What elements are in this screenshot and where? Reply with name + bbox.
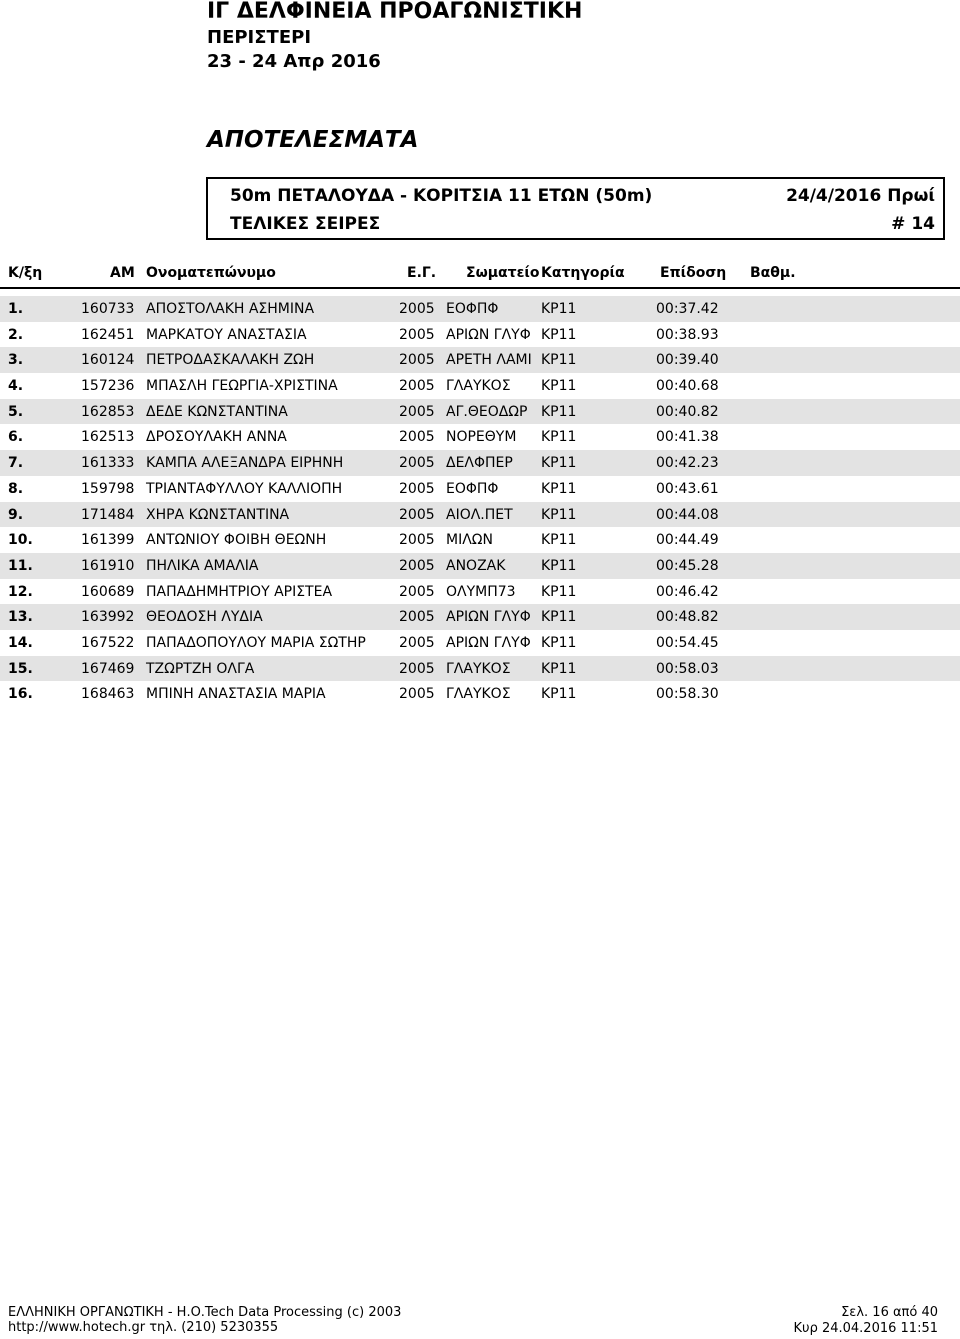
- result-category: ΚΡ11: [541, 506, 577, 523]
- result-place: 13.: [8, 609, 33, 626]
- result-club: ΝΟΡΕΘΥΜ: [446, 429, 517, 446]
- event-box: [206, 177, 945, 240]
- table-row: [0, 681, 960, 707]
- result-category: ΚΡ11: [541, 660, 577, 677]
- result-club: ΑΡΙΩΝ ΓΛΥΦ: [446, 326, 531, 343]
- result-id: 167469: [81, 660, 135, 677]
- result-id: 167522: [81, 634, 135, 651]
- result-time: 00:41.38: [656, 429, 719, 446]
- result-club: ΑΝΟΖΑΚ: [446, 557, 506, 574]
- result-year: 2005: [399, 480, 435, 497]
- result-place: 14.: [8, 634, 33, 651]
- result-place: 5.: [8, 403, 24, 420]
- table-row: [0, 604, 960, 630]
- result-name: ΤΡΙΑΝΤΑΦΥΛΛΟΥ ΚΑΛΛΙΟΠΗ: [146, 480, 343, 497]
- result-name: ΑΝΤΩΝΙΟΥ ΦΟΙΒΗ ΘΕΩΝΗ: [146, 532, 327, 549]
- result-id: 159798: [81, 480, 135, 497]
- result-place: 2.: [8, 326, 24, 343]
- result-time: 00:42.23: [656, 455, 719, 472]
- result-year: 2005: [399, 660, 435, 677]
- result-time: 00:58.30: [656, 686, 719, 703]
- result-year: 2005: [399, 634, 435, 651]
- result-name: ΜΠΑΣΛΗ ΓΕΩΡΓΙΑ-ΧΡΙΣΤΙΝΑ: [146, 378, 338, 395]
- result-time: 00:38.93: [656, 326, 719, 343]
- result-name: ΤΖΩΡΤΖΗ ΟΛΓΑ: [146, 660, 255, 677]
- col-name: Ονοματεπώνυμο: [146, 265, 276, 281]
- result-year: 2005: [399, 609, 435, 626]
- table-row: [0, 630, 960, 656]
- result-category: ΚΡ11: [541, 480, 577, 497]
- result-category: ΚΡ11: [541, 583, 577, 600]
- col-time: Επίδοση: [660, 265, 727, 281]
- result-year: 2005: [399, 455, 435, 472]
- result-time: 00:48.82: [656, 609, 719, 626]
- result-club: ΔΕΛΦΠΕΡ: [446, 455, 513, 472]
- section-title: ΑΠΟΤΕΛΕΣΜΑΤΑ: [207, 127, 419, 153]
- result-time: 00:45.28: [656, 557, 719, 574]
- result-club: ΑΓ.ΘΕΟΔΩΡ: [446, 403, 528, 420]
- result-name: ΚΑΜΠΑ ΑΛΕΞΑΝΔΡΑ ΕΙΡΗΝΗ: [146, 455, 344, 472]
- result-name: ΔΕΔΕ ΚΩΝΣΤΑΝΤΙΝΑ: [146, 403, 288, 420]
- result-year: 2005: [399, 403, 435, 420]
- table-row: [0, 450, 960, 476]
- result-time: 00:54.45: [656, 634, 719, 651]
- table-row: [0, 424, 960, 450]
- result-place: 16.: [8, 686, 33, 703]
- event-date-session: 24/4/2016 Πρωί: [786, 186, 935, 206]
- meet-location: ΠΕΡΙΣΤΕΡΙ: [207, 27, 312, 48]
- result-place: 15.: [8, 660, 33, 677]
- result-time: 00:43.61: [656, 480, 719, 497]
- header-divider: [0, 287, 960, 289]
- event-name: 50m ΠΕΤΑΛΟΥΔΑ - ΚΟΡΙΤΣΙΑ 11 ΕΤΩΝ (50m): [230, 186, 653, 206]
- result-id: 171484: [81, 506, 135, 523]
- result-time: 00:37.42: [656, 301, 719, 317]
- footer-contact: http://www.hotech.gr τηλ. (210) 5230355: [8, 1320, 279, 1335]
- col-year: Ε.Γ.: [407, 265, 437, 281]
- result-name: ΧΗΡΑ ΚΩΝΣΤΑΝΤΙΝΑ: [146, 506, 290, 523]
- col-points: Βαθμ.: [750, 265, 796, 281]
- result-category: ΚΡ11: [541, 609, 577, 626]
- result-name: ΘΕΟΔΟΣΗ ΛΥΔΙΑ: [146, 609, 263, 626]
- result-name: ΑΠΟΣΤΟΛΑΚΗ ΑΣΗΜΙΝΑ: [146, 301, 315, 317]
- result-time: 00:58.03: [656, 660, 719, 677]
- result-category: ΚΡ11: [541, 326, 577, 343]
- result-year: 2005: [399, 557, 435, 574]
- table-row: [0, 296, 960, 322]
- table-row: [0, 373, 960, 399]
- result-name: ΜΑΡΚΑΤΟΥ ΑΝΑΣΤΑΣΙΑ: [146, 326, 307, 343]
- table-row: [0, 399, 960, 425]
- result-club: ΕΟΦΠΦ: [446, 301, 499, 317]
- table-row: [0, 579, 960, 605]
- result-club: ΓΛΑΥΚΟΣ: [446, 660, 511, 677]
- table-row: [0, 527, 960, 553]
- table-row: [0, 502, 960, 528]
- result-id: 162853: [81, 403, 135, 420]
- result-club: ΑΡΕΤΗ ΛΑΜΙ: [446, 352, 532, 369]
- table-row: [0, 322, 960, 348]
- result-club: ΟΛΥΜΠ73: [446, 583, 516, 600]
- event-round: ΤΕΛΙΚΕΣ ΣΕΙΡΕΣ: [230, 214, 381, 234]
- event-number: # 14: [891, 214, 935, 234]
- result-id: 168463: [81, 686, 135, 703]
- meet-title: ΙΓ ΔΕΛΦΙΝΕΙΑ ΠΡΟΑΓΩΝΙΣΤΙΚΗ: [207, 0, 583, 24]
- result-place: 6.: [8, 429, 24, 446]
- result-id: 162513: [81, 429, 135, 446]
- table-row: [0, 347, 960, 373]
- result-place: 12.: [8, 583, 33, 600]
- result-category: ΚΡ11: [541, 403, 577, 420]
- result-id: 160689: [81, 583, 135, 600]
- result-year: 2005: [399, 532, 435, 549]
- footer-printed: Κυρ 24.04.2016 11:51: [793, 1321, 938, 1336]
- result-category: ΚΡ11: [541, 429, 577, 446]
- result-category: ΚΡ11: [541, 686, 577, 703]
- col-place: Κ/ξη: [8, 265, 43, 281]
- results-table: [0, 296, 960, 707]
- result-category: ΚΡ11: [541, 455, 577, 472]
- result-club: ΜΙΛΩΝ: [446, 532, 493, 549]
- table-row: [0, 656, 960, 682]
- result-year: 2005: [399, 352, 435, 369]
- result-name: ΠΕΤΡΟΔΑΣΚΑΛΑΚΗ ΖΩΗ: [146, 352, 315, 369]
- result-place: 8.: [8, 480, 24, 497]
- result-club: ΑΡΙΩΝ ΓΛΥΦ: [446, 634, 531, 651]
- footer-page: Σελ. 16 από 40: [841, 1305, 938, 1320]
- result-club: ΓΛΑΥΚΟΣ: [446, 378, 511, 395]
- result-id: 162451: [81, 326, 135, 343]
- result-place: 11.: [8, 557, 33, 574]
- result-year: 2005: [399, 686, 435, 703]
- result-year: 2005: [399, 378, 435, 395]
- result-time: 00:39.40: [656, 352, 719, 369]
- result-time: 00:44.49: [656, 532, 719, 549]
- result-place: 3.: [8, 352, 24, 369]
- result-place: 4.: [8, 378, 24, 395]
- result-club: ΓΛΑΥΚΟΣ: [446, 686, 511, 703]
- table-row: [0, 553, 960, 579]
- result-name: ΠΗΛΙΚΑ ΑΜΑΛΙΑ: [146, 557, 259, 574]
- result-place: 10.: [8, 532, 33, 549]
- result-year: 2005: [399, 429, 435, 446]
- result-id: 161399: [81, 532, 135, 549]
- result-name: ΜΠΙΝΗ ΑΝΑΣΤΑΣΙΑ ΜΑΡΙΑ: [146, 686, 326, 703]
- result-category: ΚΡ11: [541, 557, 577, 574]
- result-id: 163992: [81, 609, 135, 626]
- col-id: ΑΜ: [110, 265, 135, 281]
- result-club: ΑΡΙΩΝ ΓΛΥΦ: [446, 609, 531, 626]
- result-time: 00:40.82: [656, 403, 719, 420]
- col-category: Κατηγορία: [541, 265, 625, 281]
- result-id: 160733: [81, 301, 135, 317]
- result-name: ΔΡΟΣΟΥΛΑΚΗ ΑΝΝΑ: [146, 429, 287, 446]
- result-year: 2005: [399, 506, 435, 523]
- result-category: ΚΡ11: [541, 634, 577, 651]
- result-name: ΠΑΠΑΔΟΠΟΥΛΟΥ ΜΑΡΙΑ ΣΩΤΗΡ: [146, 634, 366, 651]
- column-header-row: [0, 263, 960, 283]
- result-year: 2005: [399, 301, 435, 317]
- result-id: 161333: [81, 455, 135, 472]
- result-club: ΑΙΟΛ.ΠΕΤ: [446, 506, 513, 523]
- result-place: 1.: [8, 301, 24, 317]
- result-id: 160124: [81, 352, 135, 369]
- result-category: ΚΡ11: [541, 301, 577, 317]
- result-time: 00:44.08: [656, 506, 719, 523]
- result-category: ΚΡ11: [541, 378, 577, 395]
- col-club: Σωματείο: [466, 265, 540, 281]
- result-club: ΕΟΦΠΦ: [446, 480, 499, 497]
- result-category: ΚΡ11: [541, 352, 577, 369]
- result-year: 2005: [399, 326, 435, 343]
- footer-credit: ΕΛΛΗΝΙΚΗ ΟΡΓΑΝΩΤΙΚΗ - Η.Ο.Tech Data Processing (c) 2003: [8, 1305, 402, 1320]
- result-place: 9.: [8, 506, 24, 523]
- result-id: 157236: [81, 378, 135, 395]
- table-row: [0, 476, 960, 502]
- result-name: ΠΑΠΑΔΗΜΗΤΡΙΟΥ ΑΡΙΣΤΕΑ: [146, 583, 333, 600]
- meet-dates: 23 - 24 Απρ 2016: [207, 51, 381, 72]
- result-time: 00:40.68: [656, 378, 719, 395]
- result-place: 7.: [8, 455, 24, 472]
- result-time: 00:46.42: [656, 583, 719, 600]
- result-id: 161910: [81, 557, 135, 574]
- result-year: 2005: [399, 583, 435, 600]
- result-category: ΚΡ11: [541, 532, 577, 549]
